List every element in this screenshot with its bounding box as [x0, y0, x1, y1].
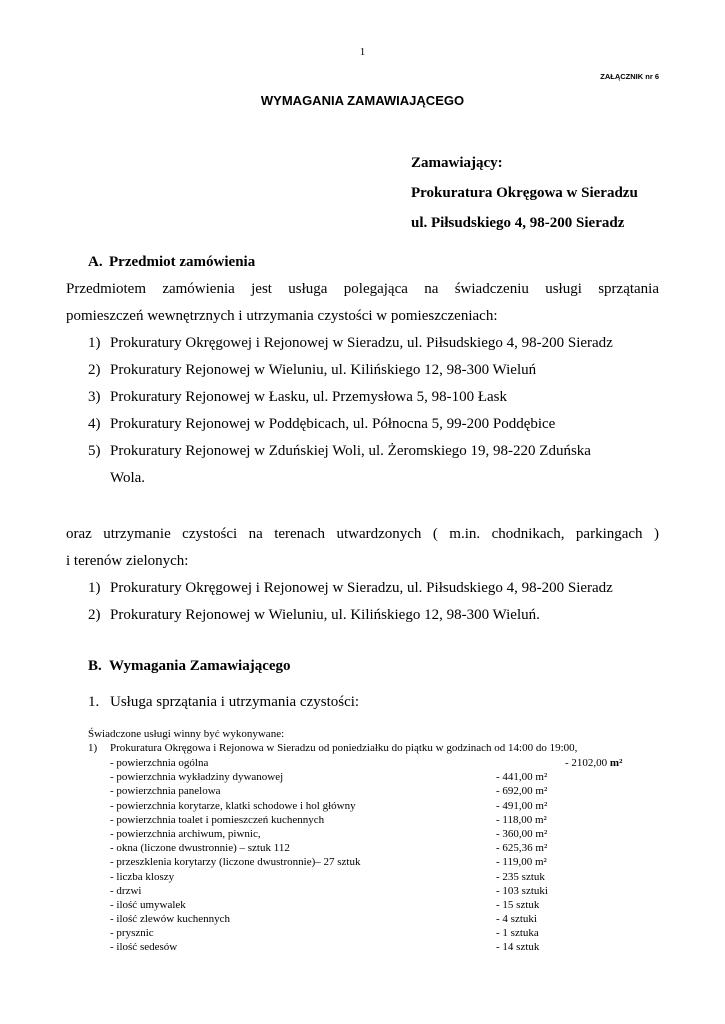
subsection-1-heading	[88, 694, 359, 711]
metric-value: - 692,00 m²	[496, 785, 548, 798]
outdoor-line-2: i terenów zielonych:	[66, 553, 189, 569]
metric-value	[565, 756, 622, 770]
intro-line-1: Przedmiotem zamówienia jest usługa polegająca na świadczeniu usługi sprzątania	[66, 281, 659, 297]
orderer-address: ul. Piłsudskiego 4, 98-200 Sieradz	[411, 215, 625, 231]
metric-value: - 491,00 m²	[496, 799, 548, 812]
list-item-text: Prokuratury Rejonowej w Wieluniu, ul. Kilińskiego 12, 98-300 Wieluń.	[110, 607, 540, 623]
list-item-number: 5)	[88, 443, 101, 459]
list-item-text: Prokuratury Okręgowej i Rejonowej w Sieradzu, ul. Piłsudskiego 4, 98-200 Sieradz	[110, 580, 613, 596]
metric-row	[110, 940, 610, 954]
metric-value-unit: m²	[609, 757, 623, 769]
metric-label: - prysznic	[110, 927, 154, 940]
list-item	[88, 438, 659, 492]
orderer-block	[411, 148, 638, 238]
metric-label: - ilość zlewów kuchennych	[110, 913, 231, 926]
metric-row	[110, 827, 610, 841]
list-item	[88, 411, 659, 438]
metric-row	[110, 813, 610, 827]
metric-label: - powierzchnia ogólna	[110, 757, 209, 769]
page-title: WYMAGANIA ZAMAWIAJĄCEGO	[260, 93, 465, 108]
metric-row	[110, 912, 610, 926]
metric-row	[110, 841, 610, 855]
list-item-text	[110, 438, 659, 492]
subsection-1-title: Usługa sprzątania i utrzymania czystości:	[110, 694, 360, 710]
metric-value: - 14 sztuk	[496, 941, 540, 954]
metric-value: - 441,00 m²	[496, 771, 548, 784]
metric-value: - 4 sztuki	[496, 913, 537, 926]
list-item-text-line-1: Prokuratury Rejonowej w Zduńskiej Woli, ul. Żeromskiego 19, 98-220 Zduńska	[110, 443, 591, 459]
list-item-text: Prokuratury Okręgowej i Rejonowej w Sieradzu, ul. Piłsudskiego 4, 98-200 Sieradz	[110, 335, 613, 351]
subsection-1-number: 1.	[88, 694, 100, 710]
metric-label: - ilość umywalek	[110, 898, 186, 911]
services-intro-block	[88, 727, 577, 755]
attachment-label: ZAŁĄCZNIK nr 6	[600, 72, 659, 81]
metric-value: - 625,36 m²	[496, 842, 548, 855]
list-item-number: 3)	[88, 389, 101, 405]
metric-row	[110, 756, 623, 770]
list-item	[88, 602, 659, 629]
list-item-number: 2)	[88, 362, 101, 378]
orderer-label: Zamawiający:	[411, 155, 503, 171]
metric-row	[110, 770, 610, 784]
list-item-text: Prokuratury Rejonowej w Łasku, ul. Przemysłowa 5, 98-100 Łask	[110, 389, 508, 405]
metric-value: - 103 sztuki	[496, 884, 548, 897]
metric-label: - drzwi	[110, 884, 142, 897]
metric-label: - okna (liczone dwustronnie) – sztuk 112	[110, 842, 290, 855]
location-text: Prokuratura Okręgowa i Rejonowa w Sieradzu od poniedziałku do piątku w godzinach od 14:00 do 19:00,	[110, 742, 578, 755]
list-item-number: 1)	[88, 335, 101, 351]
metric-value: - 119,00 m²	[496, 856, 547, 869]
list-item-text: Prokuratury Rejonowej w Wieluniu, ul. Kilińskiego 12, 98-300 Wieluń	[110, 362, 537, 378]
metric-row	[110, 884, 610, 898]
metric-row	[110, 799, 610, 813]
metric-label: - powierzchnia archiwum, piwnic,	[110, 827, 261, 840]
orderer-name: Prokuratura Okręgowa w Sieradzu	[411, 185, 638, 201]
metrics-list	[110, 756, 623, 955]
indoor-locations-list	[88, 330, 659, 492]
metric-label: - powierzchnia panelowa	[110, 785, 221, 798]
location-number: 1)	[88, 742, 98, 755]
metric-row	[110, 784, 610, 798]
list-item	[88, 384, 659, 411]
section-a-intro	[66, 276, 659, 330]
metric-label: - liczba kloszy	[110, 870, 175, 883]
section-a-heading	[88, 254, 255, 271]
metric-value: - 15 sztuk	[496, 898, 540, 911]
list-item-text: Prokuratury Rejonowej w Poddębicach, ul. Północna 5, 99-200 Poddębice	[110, 416, 556, 432]
location-row	[88, 741, 577, 755]
outdoor-locations-list	[88, 575, 659, 629]
section-b-heading	[88, 658, 291, 675]
metric-row	[110, 898, 610, 912]
metric-label: - powierzchnia wykładziny dywanowej	[110, 771, 284, 784]
list-item-number: 4)	[88, 416, 101, 432]
section-a-letter: A.	[88, 254, 103, 270]
list-item	[88, 330, 659, 357]
metric-row	[110, 855, 610, 869]
metric-label: - powierzchnia korytarze, klatki schodowe i hol główny	[110, 799, 356, 812]
metric-row	[110, 870, 610, 884]
section-b-letter: B.	[88, 658, 102, 674]
outdoor-intro	[66, 521, 659, 575]
metric-value: - 1 sztuka	[496, 927, 539, 940]
list-item-number: 2)	[88, 607, 101, 623]
metric-value: - 235 sztuk	[496, 870, 545, 883]
metric-label: - powierzchnia toalet i pomieszczeń kuchennych	[110, 813, 325, 826]
list-item-number: 1)	[88, 580, 101, 596]
list-item	[88, 357, 659, 384]
metric-value-number: - 2102,00	[565, 757, 610, 769]
page-number: 1	[359, 46, 366, 58]
section-b-title: Wymagania Zamawiającego	[109, 658, 291, 674]
metric-label: - ilość sedesów	[110, 941, 178, 954]
metric-value: - 360,00 m²	[496, 827, 548, 840]
section-a-title: Przedmiot zamówienia	[109, 254, 256, 270]
outdoor-line-1: oraz utrzymanie czystości na terenach utwardzonych ( m.in. chodnikach, parkingach )	[66, 526, 659, 542]
list-item	[88, 575, 659, 602]
services-intro: Świadczone usługi winny być wykonywane:	[88, 728, 285, 740]
list-item-text-line-2: Wola.	[110, 470, 146, 486]
metric-value: - 118,00 m²	[496, 813, 547, 826]
metric-label: - przeszklenia korytarzy (liczone dwustronnie)– 27 sztuk	[110, 856, 361, 869]
intro-line-2: pomieszczeń wewnętrznych i utrzymania czystości w pomieszczeniach:	[66, 308, 498, 324]
metric-row	[110, 926, 610, 940]
